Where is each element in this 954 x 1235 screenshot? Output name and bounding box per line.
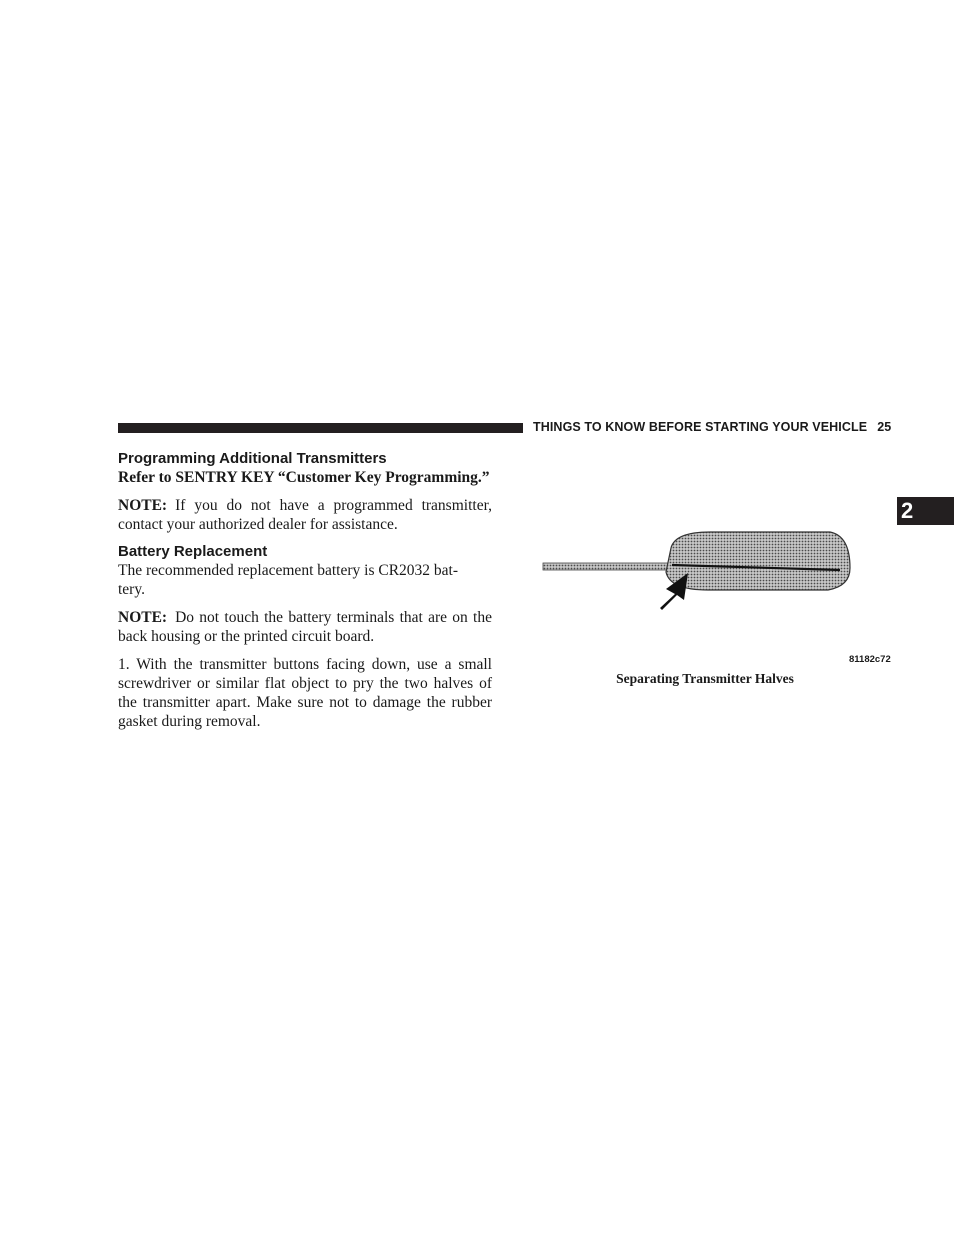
- battery-step-1: 1. With the transmitter buttons facing down, use a small screwdriver or similar flat object to pry the two halves of the transmitter apart. Make sure not to damage the rubber gasket during removal.: [118, 656, 492, 730]
- battery-paragraph: The recommended replacement battery is CR2032 bat- tery.: [118, 562, 459, 598]
- key-blade: [543, 563, 671, 570]
- note-label: NOTE:: [118, 497, 168, 514]
- battery-note: [118, 608, 492, 646]
- fob-body: [666, 532, 850, 590]
- programming-refer: Refer to SENTRY KEY “Customer Key Programming.”: [118, 469, 490, 486]
- figure-caption: Separating Transmitter Halves: [616, 671, 794, 686]
- programming-note: [118, 496, 492, 534]
- note-label: NOTE:: [118, 609, 168, 626]
- running-header: [533, 420, 893, 434]
- chapter-tab[interactable]: 2: [897, 497, 954, 525]
- figure-code: 81182c72: [849, 654, 891, 665]
- main-text-column: [118, 449, 492, 731]
- header-rule: [118, 423, 523, 433]
- note-text: Do not touch the battery terminals that are on the back housing or the printed circuit board.: [118, 609, 492, 645]
- transmitter-illustration: [540, 528, 860, 643]
- programming-heading: Programming Additional Transmitters: [118, 450, 387, 467]
- section-title: THINGS TO KNOW BEFORE STARTING YOUR VEHICLE: [533, 420, 868, 434]
- page-number: 25: [877, 420, 892, 434]
- battery-heading: Battery Replacement: [118, 543, 268, 560]
- note-text: If you do not have a programmed transmitter, contact your authorized dealer for assistance.: [118, 497, 492, 533]
